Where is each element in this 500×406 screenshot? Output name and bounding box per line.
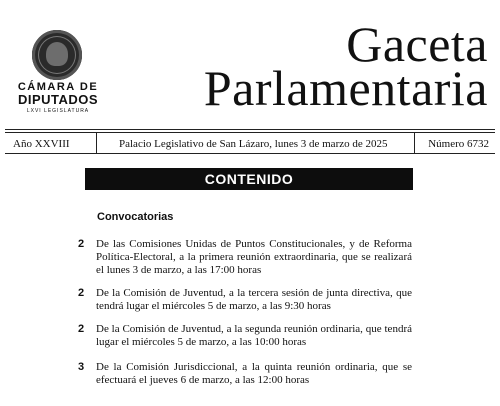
logo-line1: CÁMARA DE xyxy=(17,81,99,93)
masthead-title xyxy=(203,16,488,116)
info-year: Año XXVIII xyxy=(13,138,70,150)
masthead-line2: Parlamentaria xyxy=(203,60,488,116)
chamber-logo xyxy=(8,30,108,125)
list-item[interactable] xyxy=(78,238,412,277)
header-rule-top2 xyxy=(5,132,495,133)
entry-page-number: 2 xyxy=(78,323,85,335)
logo-line2: DIPUTADOS xyxy=(17,92,99,107)
info-divider-1 xyxy=(96,132,97,153)
list-item[interactable] xyxy=(78,287,412,313)
entry-page-number: 3 xyxy=(78,361,85,373)
list-item[interactable] xyxy=(78,323,412,349)
info-bar xyxy=(5,136,495,152)
header-rule-bottom xyxy=(5,153,495,154)
seal-icon xyxy=(32,30,82,80)
entry-text: De las Comisiones Unidas de Puntos Constitucionales, y de Reforma Política-Electoral, a la primera reunión extraordinaria, que se realizará el lunes 3 de marzo, a las 17:00 horas xyxy=(96,238,412,276)
entry-text: De la Comisión de Juventud, a la tercera sesión de junta directiva, que tendrá lugar el miércoles 5 de marzo, a las 9:30 horas xyxy=(96,287,412,312)
info-place-date: Palacio Legislativo de San Lázaro, lunes 3 de marzo de 2025 xyxy=(119,138,388,150)
entry-text: De la Comisión de Juventud, a la segunda reunión ordinaria, que tendrá lugar el miércoles 5 de marzo, a las 10:00 horas xyxy=(96,323,412,348)
info-number: Número 6732 xyxy=(428,138,489,150)
section-title: Convocatorias xyxy=(97,211,174,223)
header-rule-top xyxy=(5,129,495,130)
list-item[interactable] xyxy=(78,361,412,387)
entry-page-number: 2 xyxy=(78,287,85,299)
entry-text: De la Comisión Jurisdiccional, a la quinta reunión ordinaria, que se efectuará el jueves 6 de marzo, a las 12:00 horas xyxy=(96,361,412,386)
masthead-line1: Gaceta xyxy=(346,16,488,72)
logo-line3: LXVI LEGISLATURA xyxy=(26,108,90,114)
info-divider-2 xyxy=(414,132,415,153)
entry-page-number: 2 xyxy=(78,238,85,250)
contents-banner: CONTENIDO xyxy=(85,168,413,190)
